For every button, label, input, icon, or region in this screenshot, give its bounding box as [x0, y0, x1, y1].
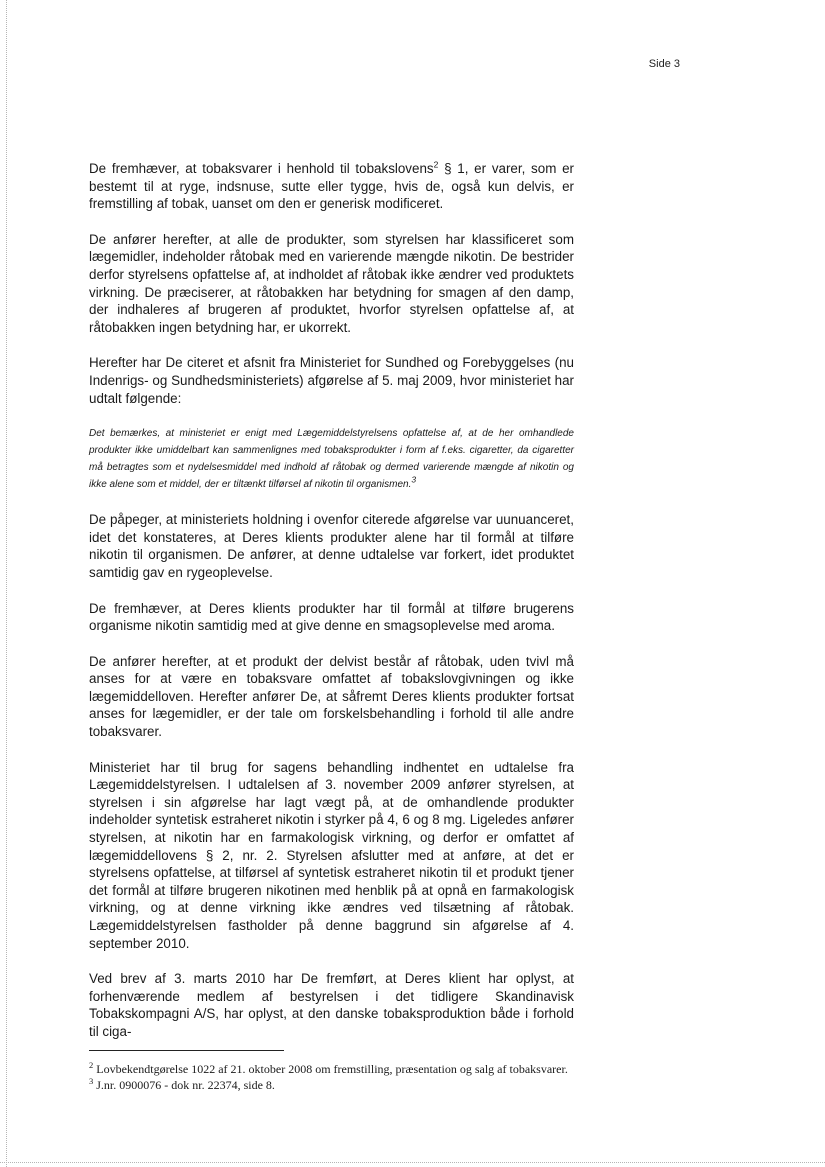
paragraph-7: Ministeriet har til brug for sagens behandling indhentet en udtalelse fra Lægemiddelstyrelsen. I udtalelsen af 3. november 2009 anfører styrelsen, at styrelsen i sin afgørelse har lagt vægt på, at de omhandlende produkter indeholder syntetisk estraheret nikotin i styrker på 4, 6 og 8 mg. Ligeledes anfører styrelsen, at nikotin har en farmakologisk virkning, og derfor er omfattet af lægemiddellovens § 2, nr. 2. Styrelsen afslutter med at anføre, at det er styrelsens opfattelse, at tilførsel af syntetisk estraheret nikotin til et produkt tjener det formål at tilføre brugeren nikotinen med henblik på at opnå en farmakologisk virkning, og at denne virkning ikke ændres ved tilsætning af råtobak. Lægemiddelstyrelsen fastholder på denne baggrund sin afgørelse af 4. september 2010. [89, 759, 574, 951]
paragraph-2: De anfører herefter, at alle de produkter, som styrelsen har klassificeret som lægemidler, indeholder råtobak med en varierende mængde nikotin. De bestrider derfor styrelsens opfattelse af, at indholdet af råtobak ikke ændrer ved produktets virkning. De præciserer, at råtobakken har betydning for smagen af den damp, der indhaleres af brugeren af produktet, hvorfor styrelsen opfattelse af, at råtobakken ingen betydning har, er ukorrekt. [89, 231, 574, 335]
footnote-3 [89, 1077, 574, 1093]
paragraph-1-text-b: § 1, er varer, som er bestemt til at ryge, indsnuse, sutte eller tygge, hvis de, også kun delvis, er fremstilling af tobak, uanset om den er generisk modificeret. [89, 161, 574, 212]
footnote-ref-2: 2 [433, 159, 439, 170]
document-body [89, 160, 574, 1059]
footnote-divider [89, 1050, 284, 1051]
footnote-3-text: J.nr. 0900076 - dok nr. 22374, side 8. [93, 1078, 275, 1092]
footnote-2 [89, 1061, 574, 1077]
block-quote-text: Det bemærkes, at ministeriet er enigt med Lægemiddelstyrelsens opfattelse af, at de her omhandlede produkter ikke umiddelbart kan sammenlignes med tobaksprodukter i form af f.eks. cigaretter, da cigaretter må betragtes som et nydelsesmiddel med indhold af råtobak og dermed varierende mængde af nikotin og ikke alene som et middel, der er tiltænkt tilførsel af nikotin til organismen. [89, 428, 574, 491]
footnote-3-number: 3 [89, 1076, 94, 1086]
paragraph-1 [89, 160, 574, 213]
paragraph-3: Herefter har De citeret et afsnit fra Ministeriet for Sundhed og Forebyggelses (nu Indenrigs- og Sundhedsministeriets) afgørelse af 5. maj 2009, hvor ministeriet har udtalt følgende: [89, 355, 574, 406]
footnote-2-text: Lovbekendtgørelse 1022 af 21. oktober 2008 om fremstilling, præsentation og salg af tobaksvarer. [93, 1062, 568, 1076]
page-edge-left [6, 0, 7, 1167]
block-quote [89, 425, 574, 493]
footnotes [89, 1061, 574, 1093]
footnote-ref-3: 3 [411, 474, 417, 485]
paragraph-5: De fremhæver, at Deres klients produkter har til formål at tilføre brugerens organisme nikotin samtidig med at give denne en smagsoplevelse med aroma. [89, 600, 574, 634]
paragraph-6: De anfører herefter, at et produkt der delvist består af råtobak, uden tvivl må anses for at være en tobaksvare omfattet af tobakslovgivningen og ikke lægemiddelloven. Herefter anfører De, at såfremt Deres klients produkter fortsat anses for lægemidler, er der tale om forskelsbehandling i forhold til alle andre tobaksvarer. [89, 653, 574, 740]
paragraph-4: De påpeger, at ministeriets holdning i ovenfor citerede afgørelse var uunuanceret, idet det konstateres, at Deres klients produkter alene har til formål at tilføre nikotin til organismen. De anfører, at denne udtalelse var forkert, idet produktet samtidig gav en rygeoplevelse. [89, 512, 574, 580]
page-edge-bottom [0, 1162, 825, 1163]
page-number: Side 3 [648, 58, 680, 70]
footnote-2-number: 2 [89, 1060, 94, 1070]
paragraph-8: Ved brev af 3. marts 2010 har De fremført, at Deres klient har oplyst, at forhenværende medlem af bestyrelsen i det tidligere Skandinavisk Tobakskompagni A/S, har oplyst, at den danske tobaksproduktion både i forhold til ciga- [89, 971, 574, 1039]
paragraph-1-text-a: De fremhæver, at tobaksvarer i henhold til tobakslovens [89, 161, 434, 176]
